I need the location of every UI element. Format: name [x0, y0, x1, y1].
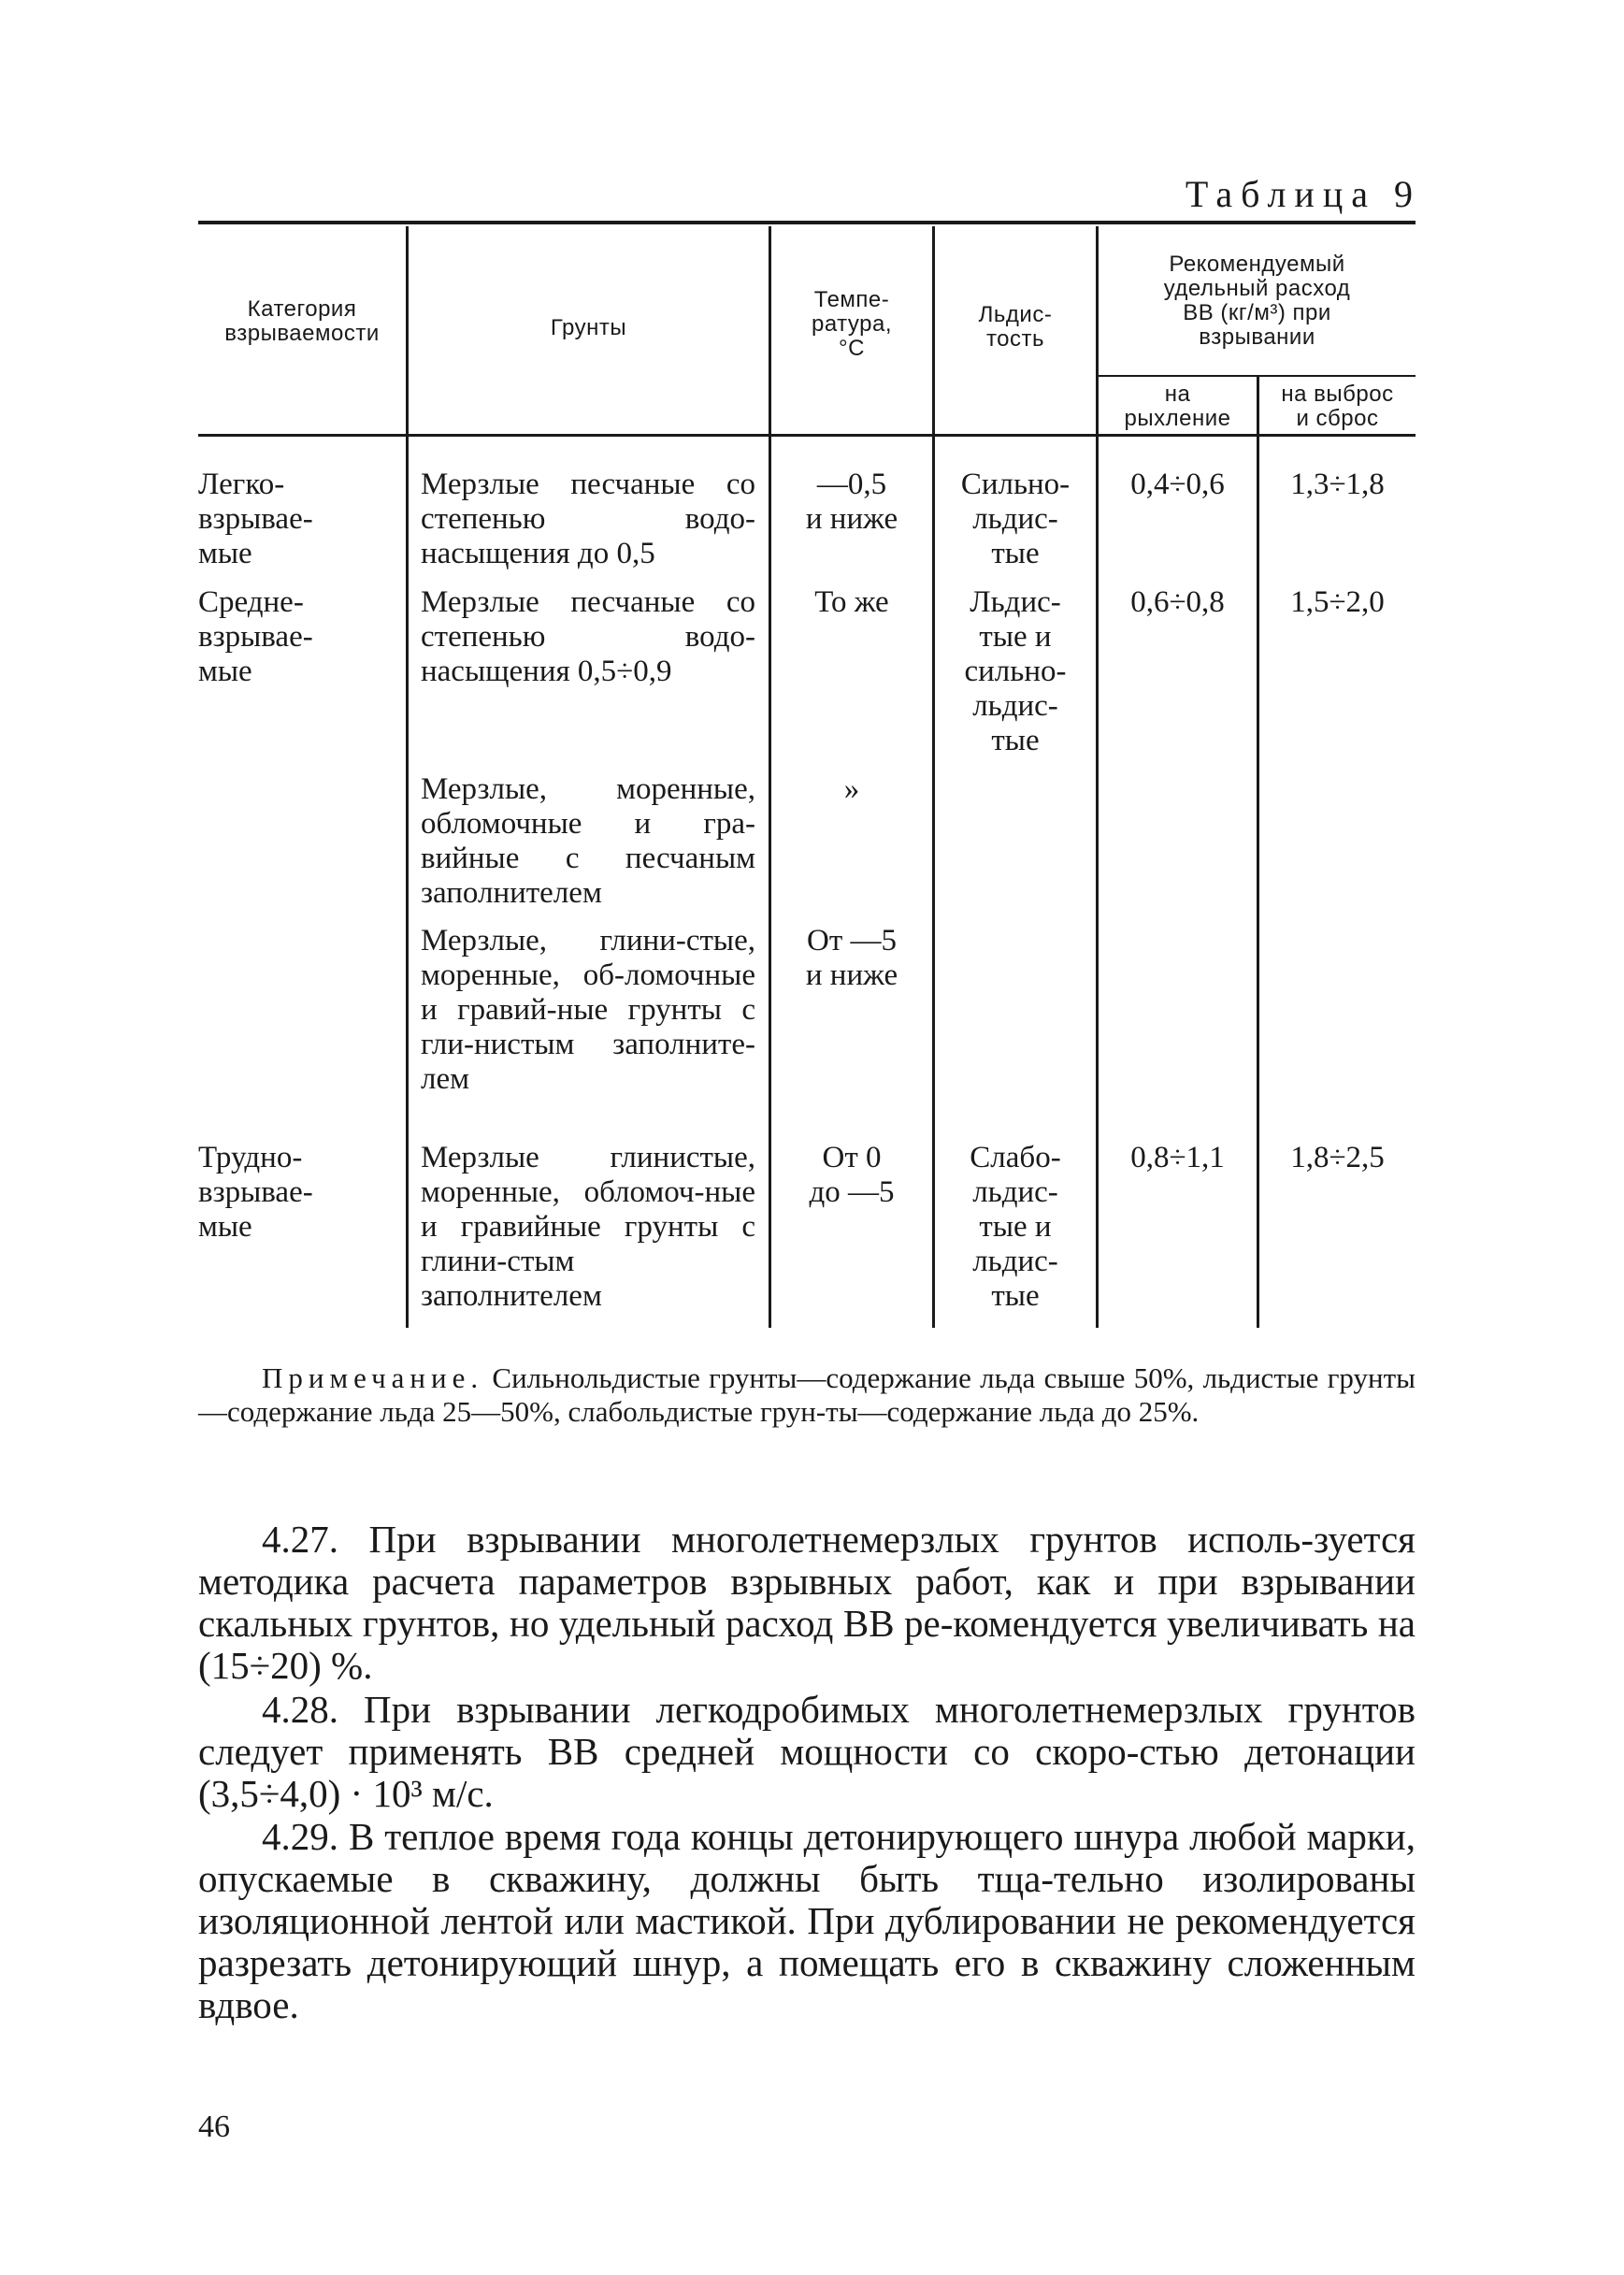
row-5-category: Трудно- взрывае- мые	[198, 1141, 313, 1244]
row-5-temperature: От 0 до —5	[809, 1141, 895, 1209]
row-3-soil: Мерзлые, моренные, обломочные и гра-вийные с песчаным заполнителем	[421, 772, 755, 910]
header-category: Категория взрываемости	[224, 296, 380, 346]
row-5-soil: Мерзлые глинистые, моренные, обломоч-ные и гравийные грунты с глини-стым заполнителем	[421, 1141, 755, 1313]
row-1-soil: Мерзлые песчаные со степенью водо-насыщения до 0,5	[421, 468, 755, 570]
note-text: Сильнольдистые грунты—содержание льда свыше 50%, льдистые грунты—содержание льда 25—50%, слабольдистые грун-ты—содержание льда до 25%.	[198, 1361, 1416, 1428]
row-4-temperature: От —5 и ниже	[805, 924, 898, 992]
row-1-loosening: 0,4÷0,6	[1130, 468, 1225, 501]
header-soils: Грунты	[550, 315, 627, 340]
row-5-ejection: 1,8÷2,5	[1290, 1141, 1385, 1174]
paragraph-4-27: 4.27. При взрывании многолетнемерзлых грунтов исполь-зуется методика расчета параметров взрывных работ, как и при взрывании скальных грунтов, но удельный расход ВВ ре-комендуется увеличивать на (15÷20) %.	[198, 1518, 1416, 1687]
column-divider	[1257, 376, 1259, 1328]
row-2-category: Средне- взрывае- мые	[198, 585, 313, 688]
header-consumption: Рекомендуемый удельный расход ВВ (кг/м³) при взрывании	[1163, 252, 1351, 350]
page-number: 46	[198, 2109, 230, 2144]
row-2-loosening: 0,6÷0,8	[1130, 585, 1225, 619]
row-2-ejection: 1,5÷2,0	[1290, 585, 1385, 619]
row-2-ice: Льдис- тые и сильно- льдис- тые	[964, 585, 1067, 757]
row-1-ejection: 1,3÷1,8	[1290, 468, 1385, 501]
header-temperature: Темпе- ратура, °С	[811, 287, 893, 361]
table-note	[198, 1361, 1416, 1429]
paragraph-4-29: 4.29. В теплое время года концы детонирующего шнура любой марки, опускаемые в скважину, должны быть тща-тельно изолированы изоляционной лентой или мастикой. При дублировании не рекомендуется разрезать детонирующий шнур, а помещать его в скважину сложенным вдвое.	[198, 1815, 1416, 2026]
row-2-temperature: То же	[814, 585, 889, 619]
header-ice: Льдис- тость	[978, 302, 1053, 352]
row-5-loosening: 0,8÷1,1	[1130, 1141, 1225, 1174]
subheader-rule	[1096, 375, 1416, 377]
table-caption: Таблица 9	[1185, 173, 1421, 215]
note-label: Примечание.	[262, 1361, 484, 1394]
row-1-category: Легко- взрывае- мые	[198, 468, 313, 570]
row-1-temperature: —0,5 и ниже	[805, 468, 898, 536]
paragraph-4-28: 4.28. При взрывании легкодробимых многолетнемерзлых грунтов следует применять ВВ средней мощности со скоро-стью детонации (3,5÷4,0) · 10³ м/с.	[198, 1688, 1416, 1815]
column-divider	[406, 226, 409, 1328]
row-3-temperature: »	[843, 772, 860, 806]
row-4-soil: Мерзлые, глини-стые, моренные, об-ломочные и гравий-ные грунты с гли-нистым заполните-лем	[421, 924, 755, 1096]
header-loosening: на рыхление	[1124, 382, 1231, 431]
row-5-ice: Слабо- льдис- тые и льдис- тые	[970, 1141, 1061, 1313]
table-top-rule	[198, 221, 1416, 224]
row-1-ice: Сильно- льдис- тые	[960, 468, 1071, 570]
data-table	[198, 221, 1416, 1332]
header-ejection: на выброс и сброс	[1281, 382, 1394, 431]
row-2-soil: Мерзлые песчаные со степенью водо-насыщения 0,5÷0,9	[421, 585, 755, 688]
header-bottom-rule	[198, 434, 1416, 437]
